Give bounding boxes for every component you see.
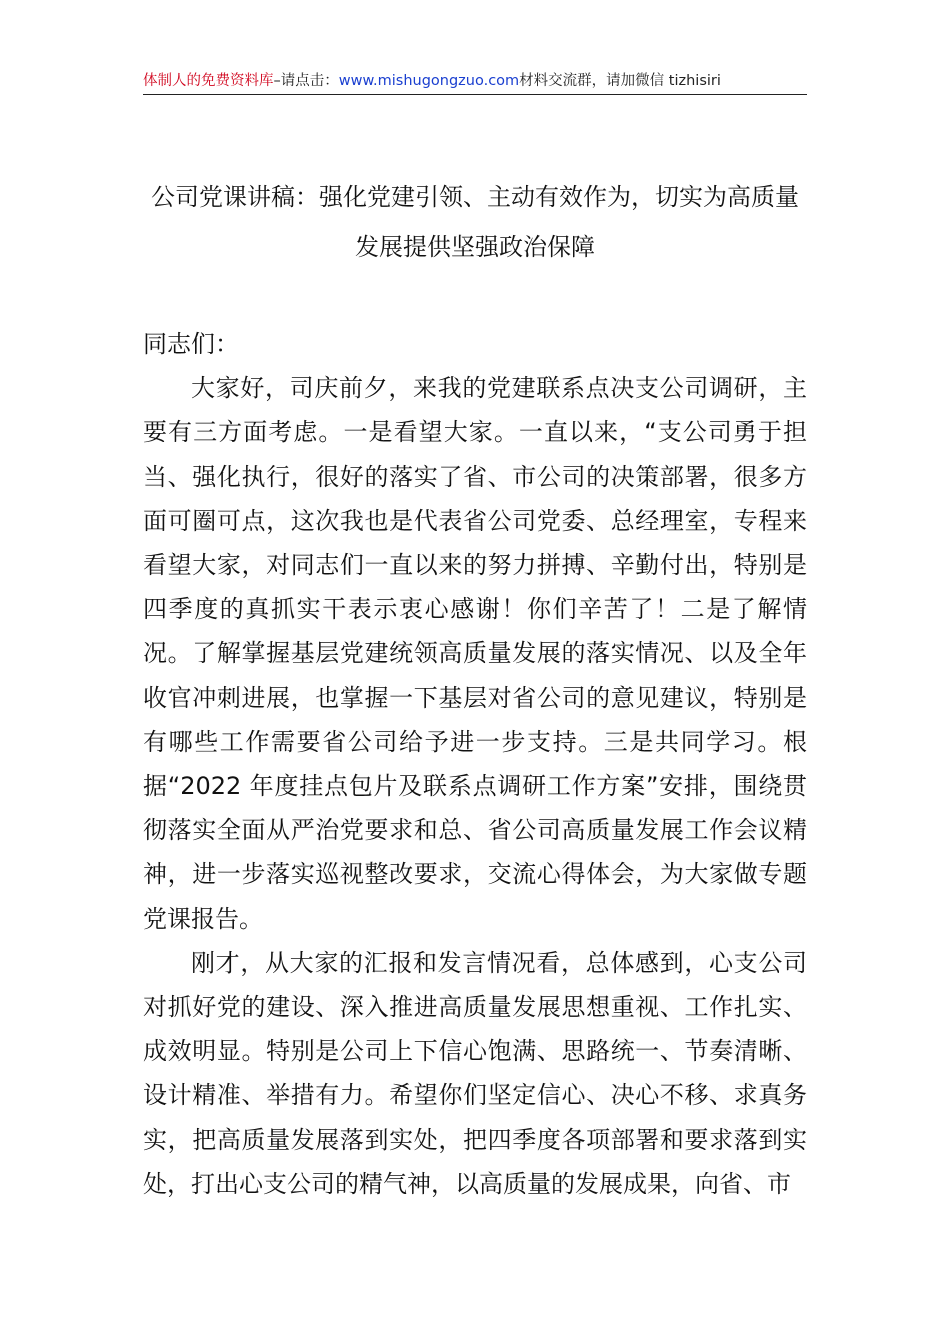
- header-brand: 体制人的免费资料库: [143, 73, 274, 89]
- page-header: [143, 70, 807, 95]
- header-website-link[interactable]: www.mishugongzuo.com: [338, 73, 520, 89]
- paragraph-2: 刚才，从大家的汇报和发言情况看，总体感到，心支公司对抓好党的建设、深入推进高质量发展思想重视、工作扎实、成效明显。特别是公司上下信心饱满、思路统一、节奏清晰、设计精准、举措有力。希望你们坚定信心、决心不移、求真务实，把高质量发展落到实处，把四季度各项部署和要求落到实处，打出心支公司的精气神，以高质量的发展成果，向省、市: [143, 948, 807, 1198]
- header-prompt: –请点击：: [273, 73, 339, 89]
- document-body: [143, 322, 807, 1206]
- title-line-2: 发展提供坚强政治保障: [355, 233, 595, 261]
- header-contact-note: 材料交流群，请加微信 tizhisiri: [519, 73, 721, 89]
- title-line-1: 公司党课讲稿：强化党建引领、主动有效作为，切实为高质量: [151, 183, 799, 211]
- salutation: 同志们：: [143, 330, 239, 358]
- paragraph-1: 大家好，司庆前夕，来我的党建联系点决支公司调研，主要有三方面考虑。一是看望大家。一直以来，“支公司勇于担当、强化执行，很好的落实了省、市公司的决策部署，很多方面可圈可点，这次我也是代表省公司党委、总经理室，专程来看望大家，对同志们一直以来的努力拼搏、辛勤付出，特别是四季度的真抓实干表示衷心感谢！你们辛苦了！二是了解情况。了解掌握基层党建统领高质量发展的落实情况、以及全年收官冲刺进展，也掌握一下基层对省公司的意见建议，特别是有哪些工作需要省公司给予进一步支持。三是共同学习。根据“2022 年度挂点包片及联系点调研工作方案”安排，围绕贯彻落实全面从严治党要求和总、省公司高质量发展工作会议精神，进一步落实巡视整改要求，交流心得体会，为大家做专题党课报告。: [143, 374, 807, 933]
- document-title: [143, 172, 807, 272]
